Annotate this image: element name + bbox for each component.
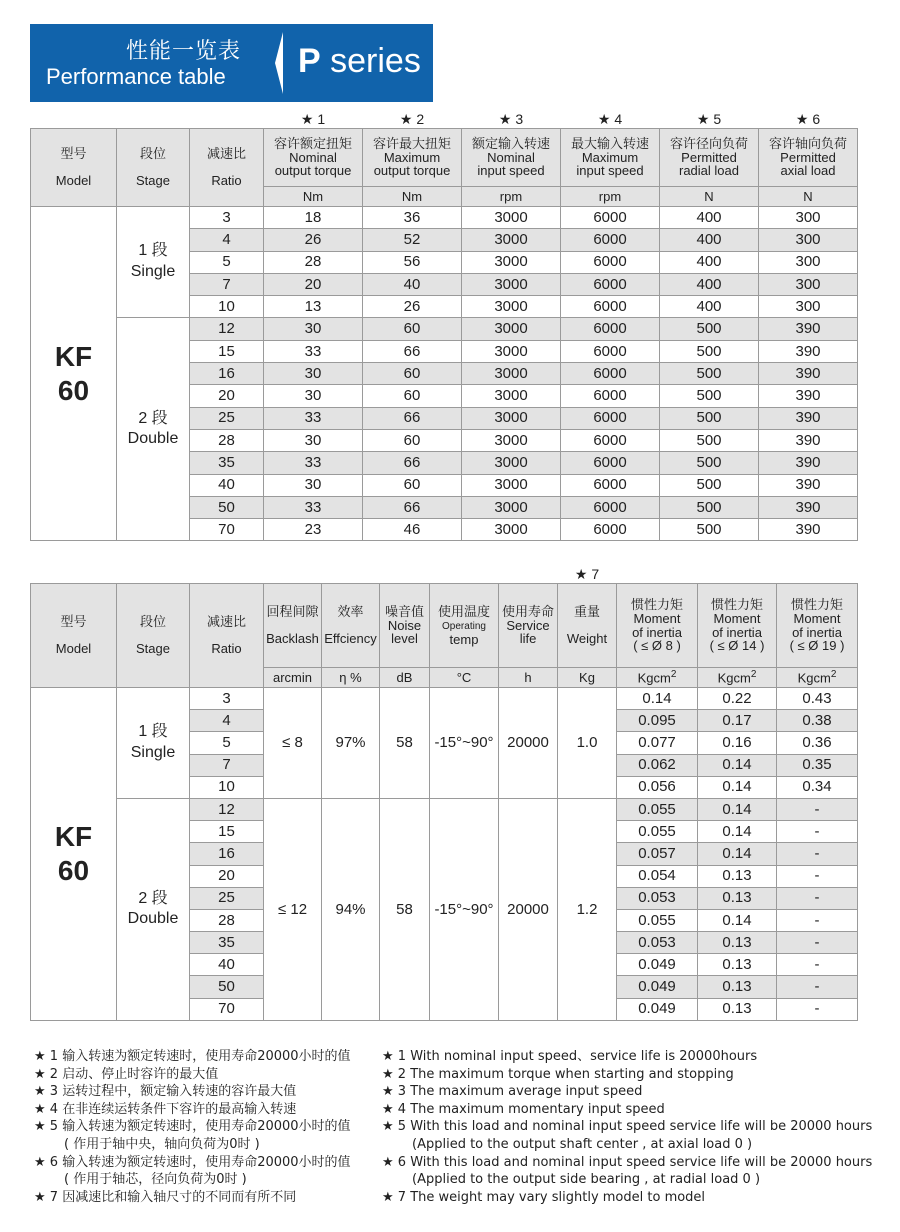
footnote-line: (Applied to the output shaft center , at axial load 0 ) [412, 1136, 753, 1152]
ratio-cell: 20 [190, 865, 264, 887]
value-cell: 23 [264, 519, 363, 541]
weight-cell: 1.2 [558, 798, 617, 1020]
inertia-cell: - [777, 798, 858, 820]
header-stage: 段位 Stage [117, 584, 190, 688]
value-cell: 28 [264, 251, 363, 273]
stage-cell [117, 207, 190, 318]
model-line1: KF [54, 821, 93, 853]
table-row [31, 798, 858, 820]
inertia-cell: 0.055 [617, 909, 698, 931]
star-note-ref: ★ 3 [462, 110, 561, 129]
inertia-cell: 0.14 [698, 754, 777, 776]
ratio-cell: 12 [190, 318, 264, 340]
inertia-cell: 0.077 [617, 732, 698, 754]
unit-cell: arcmin [264, 668, 322, 688]
inertia-cell: 0.13 [698, 865, 777, 887]
header-ratio: 减速比 Ratio [190, 129, 264, 207]
inertia-cell: 0.22 [698, 688, 777, 710]
life-cell: 20000 [499, 798, 558, 1020]
value-cell: 390 [759, 519, 858, 541]
footnote-line: ★ 4 在非连续运转条件下容许的最高输入转速 [34, 1101, 297, 1117]
star-row [31, 565, 858, 584]
unit-cell: Kgcm$^2$ [617, 668, 698, 688]
backlash-cell: ≤ 8 [264, 688, 322, 799]
value-cell: 13 [264, 296, 363, 318]
footnote-line: ★ 5 With this load and nominal input speed service life will be 20000 hours [382, 1119, 873, 1135]
footnote-line: ★ 7 因减速比和输入轴尺寸的不同而有所不同 [34, 1189, 297, 1205]
value-cell: 3000 [462, 452, 561, 474]
ratio-cell: 5 [190, 251, 264, 273]
bracket-divider-icon [275, 32, 283, 94]
footnote-line: (Applied to the output side bearing , at radial load 0 ) [412, 1172, 761, 1188]
inertia-cell: - [777, 843, 858, 865]
value-cell: 500 [660, 452, 759, 474]
unit-cell: dB [380, 668, 430, 688]
value-cell: 36 [363, 207, 462, 229]
stage-en: Single [130, 743, 176, 761]
value-cell: 6000 [561, 363, 660, 385]
footnote-line: ( 作用于轴中央，轴向负荷为0时 ) [64, 1136, 260, 1152]
value-cell: 6000 [561, 474, 660, 496]
value-cell: 20 [264, 273, 363, 295]
value-cell: 30 [264, 429, 363, 451]
value-cell: 500 [660, 474, 759, 496]
model-line1: KF [54, 341, 93, 373]
footnote-line: ★ 5 输入转速为额定转速时，使用寿命20000小时的值 [34, 1119, 351, 1135]
ratio-cell: 10 [190, 296, 264, 318]
eff-cell: 97% [322, 688, 380, 799]
value-cell: 390 [759, 474, 858, 496]
value-cell: 400 [660, 251, 759, 273]
ratio-cell: 25 [190, 407, 264, 429]
stage-zh: 2 段 [138, 409, 168, 427]
unit-cell: Nm [264, 187, 363, 207]
model-line2: 60 [57, 854, 90, 886]
header-stage: 段位 Stage [117, 129, 190, 207]
header-inertia-19: 惯性力矩 Moment of inertia ( ≤ Ø 19 ) [777, 584, 858, 668]
star-note-ref: ★ 4 [561, 110, 660, 129]
header-inertia-8: 惯性力矩 Moment of inertia ( ≤ Ø 8 ) [617, 584, 698, 668]
value-cell: 56 [363, 251, 462, 273]
value-cell: 46 [363, 519, 462, 541]
stage-zh: 1 段 [138, 723, 168, 741]
value-cell: 26 [363, 296, 462, 318]
header-max-torque: 容许最大扭矩 Maximum output torque [363, 129, 462, 187]
value-cell: 300 [759, 207, 858, 229]
unit-cell: °C [430, 668, 499, 688]
header-life: 使用寿命 Service life [499, 584, 558, 668]
value-cell: 3000 [462, 429, 561, 451]
noise-cell: 58 [380, 688, 430, 799]
stage-en: Single [130, 263, 176, 281]
ratio-cell: 7 [190, 273, 264, 295]
value-cell: 390 [759, 452, 858, 474]
ratio-cell: 50 [190, 976, 264, 998]
value-cell: 500 [660, 385, 759, 407]
ratio-cell: 25 [190, 887, 264, 909]
inertia-cell: 0.36 [777, 732, 858, 754]
unit-cell: rpm [561, 187, 660, 207]
value-cell: 3000 [462, 229, 561, 251]
inertia-cell: 0.14 [698, 909, 777, 931]
ratio-cell: 15 [190, 821, 264, 843]
footnote-line: ★ 2 The maximum torque when starting and stopping [382, 1066, 734, 1082]
header-max-speed: 最大输入转速 Maximum input speed [561, 129, 660, 187]
unit-cell: η % [322, 668, 380, 688]
ratio-cell: 28 [190, 909, 264, 931]
weight-cell: 1.0 [558, 688, 617, 799]
footnote-line: ★ 6 With this load and nominal input speed service life will be 20000 hours [382, 1154, 873, 1170]
footnote-line: ( 作用于轴芯，径向负荷为0时 ) [64, 1172, 247, 1188]
inertia-cell: 0.057 [617, 843, 698, 865]
ratio-cell: 40 [190, 474, 264, 496]
value-cell: 60 [363, 429, 462, 451]
stage-zh: 1 段 [138, 242, 168, 260]
inertia-cell: 0.049 [617, 976, 698, 998]
inertia-cell: 0.34 [777, 776, 858, 798]
value-cell: 3000 [462, 273, 561, 295]
value-cell: 6000 [561, 385, 660, 407]
footnote-line: ★ 1 With nominal input speed、service life is 20000hours [382, 1049, 758, 1064]
value-cell: 500 [660, 407, 759, 429]
value-cell: 40 [363, 273, 462, 295]
inertia-cell: 0.14 [617, 688, 698, 710]
performance-table-2 [30, 565, 858, 1021]
footnote-line: ★ 7 The weight may vary slightly model to model [382, 1189, 706, 1205]
stage-en: Double [127, 910, 179, 928]
unit-cell: Kgcm$^2$ [777, 668, 858, 688]
ratio-cell: 16 [190, 363, 264, 385]
value-cell: 3000 [462, 318, 561, 340]
value-cell: 390 [759, 407, 858, 429]
inertia-cell: 0.049 [617, 998, 698, 1020]
model-cell [31, 688, 117, 1021]
inertia-cell: 0.14 [698, 798, 777, 820]
unit-cell: N [660, 187, 759, 207]
inertia-cell: 0.14 [698, 821, 777, 843]
inertia-cell: - [777, 865, 858, 887]
value-cell: 6000 [561, 273, 660, 295]
footnote-line: ★ 6 输入转速为额定转速时，使用寿命20000小时的值 [34, 1154, 351, 1170]
header-ratio: 减速比 Ratio [190, 584, 264, 688]
inertia-cell: - [777, 887, 858, 909]
value-cell: 33 [264, 452, 363, 474]
value-cell: 500 [660, 429, 759, 451]
value-cell: 60 [363, 318, 462, 340]
inertia-cell: 0.053 [617, 887, 698, 909]
value-cell: 500 [660, 496, 759, 518]
series-word: series [330, 42, 421, 80]
inertia-cell: - [777, 932, 858, 954]
footnote-line: ★ 4 The maximum momentary input speed [382, 1101, 665, 1117]
value-cell: 3000 [462, 251, 561, 273]
value-cell: 500 [660, 363, 759, 385]
table-row [31, 207, 858, 229]
star-note-ref: ★ 5 [660, 110, 759, 129]
stage-en: Double [127, 430, 179, 448]
value-cell: 500 [660, 318, 759, 340]
value-cell: 6000 [561, 452, 660, 474]
temp-cell: -15°~90° [430, 798, 499, 1020]
inertia-cell: 0.17 [698, 710, 777, 732]
ratio-cell: 35 [190, 932, 264, 954]
value-cell: 3000 [462, 340, 561, 362]
inertia-cell: 0.14 [698, 776, 777, 798]
star-row [31, 110, 858, 129]
footnotes-en [382, 1048, 872, 1206]
inertia-cell: 0.056 [617, 776, 698, 798]
stage-zh: 2 段 [138, 889, 168, 907]
series-label [298, 42, 421, 81]
ratio-cell: 4 [190, 710, 264, 732]
header-radial-load: 容许径向负荷 Permitted radial load [660, 129, 759, 187]
temp-cell: -15°~90° [430, 688, 499, 799]
value-cell: 500 [660, 519, 759, 541]
value-cell: 3000 [462, 207, 561, 229]
header-weight: 重量 Weight [558, 584, 617, 668]
backlash-cell: ≤ 12 [264, 798, 322, 1020]
stage-cell [117, 688, 190, 799]
ratio-cell: 3 [190, 207, 264, 229]
ratio-cell: 40 [190, 954, 264, 976]
stage-cell [117, 318, 190, 541]
inertia-cell: 0.062 [617, 754, 698, 776]
value-cell: 3000 [462, 385, 561, 407]
ratio-cell: 28 [190, 429, 264, 451]
ratio-cell: 3 [190, 688, 264, 710]
value-cell: 30 [264, 318, 363, 340]
unit-cell: h [499, 668, 558, 688]
inertia-cell: - [777, 998, 858, 1020]
unit-cell: N [759, 187, 858, 207]
ratio-cell: 15 [190, 340, 264, 362]
value-cell: 500 [660, 340, 759, 362]
ratio-cell: 70 [190, 519, 264, 541]
inertia-cell: 0.049 [617, 954, 698, 976]
noise-cell: 58 [380, 798, 430, 1020]
value-cell: 33 [264, 340, 363, 362]
value-cell: 6000 [561, 496, 660, 518]
ratio-cell: 20 [190, 385, 264, 407]
footnote-line: ★ 1 输入转速为额定转速时，使用寿命20000小时的值 [34, 1049, 351, 1064]
value-cell: 6000 [561, 340, 660, 362]
header-axial-load: 容许轴向负荷 Permitted axial load [759, 129, 858, 187]
value-cell: 6000 [561, 207, 660, 229]
footnote-line: ★ 3 运转过程中，额定输入转速的容许最大值 [34, 1084, 297, 1100]
value-cell: 6000 [561, 318, 660, 340]
header-row [31, 584, 858, 668]
value-cell: 300 [759, 229, 858, 251]
header-noise: 噪音值 Noise level [380, 584, 430, 668]
inertia-cell: 0.43 [777, 688, 858, 710]
value-cell: 390 [759, 318, 858, 340]
unit-cell: rpm [462, 187, 561, 207]
footnotes-zh [34, 1048, 351, 1206]
value-cell: 33 [264, 407, 363, 429]
ratio-cell: 4 [190, 229, 264, 251]
unit-cell: Nm [363, 187, 462, 207]
value-cell: 6000 [561, 519, 660, 541]
footnote-line: ★ 2 启动、停止时容许的最大值 [34, 1066, 219, 1082]
value-cell: 3000 [462, 519, 561, 541]
value-cell: 60 [363, 363, 462, 385]
ratio-cell: 70 [190, 998, 264, 1020]
life-cell: 20000 [499, 688, 558, 799]
value-cell: 66 [363, 452, 462, 474]
inertia-cell: 0.054 [617, 865, 698, 887]
header-inertia-14: 惯性力矩 Moment of inertia ( ≤ Ø 14 ) [698, 584, 777, 668]
inertia-cell: 0.055 [617, 798, 698, 820]
inertia-cell: 0.13 [698, 887, 777, 909]
value-cell: 66 [363, 340, 462, 362]
value-cell: 400 [660, 229, 759, 251]
value-cell: 300 [759, 296, 858, 318]
header-nominal-torque: 容许额定扭矩 Nominal output torque [264, 129, 363, 187]
header-model: 型号 Model [31, 129, 117, 207]
ratio-cell: 7 [190, 754, 264, 776]
star-note-ref: ★ 1 [264, 110, 363, 129]
header-temp: 使用温度 Operating temp [430, 584, 499, 668]
star-note-ref: ★ 2 [363, 110, 462, 129]
value-cell: 3000 [462, 296, 561, 318]
title-banner [30, 24, 433, 102]
value-cell: 300 [759, 273, 858, 295]
value-cell: 390 [759, 496, 858, 518]
value-cell: 6000 [561, 429, 660, 451]
inertia-cell: 0.16 [698, 732, 777, 754]
value-cell: 390 [759, 385, 858, 407]
inertia-cell: 0.13 [698, 932, 777, 954]
inertia-cell: 0.053 [617, 932, 698, 954]
value-cell: 3000 [462, 363, 561, 385]
value-cell: 390 [759, 340, 858, 362]
inertia-cell: 0.13 [698, 954, 777, 976]
value-cell: 3000 [462, 496, 561, 518]
inertia-cell: 0.14 [698, 843, 777, 865]
value-cell: 30 [264, 363, 363, 385]
model-line2: 60 [57, 374, 90, 406]
unit-cell: Kgcm$^2$ [698, 668, 777, 688]
ratio-cell: 5 [190, 732, 264, 754]
value-cell: 3000 [462, 407, 561, 429]
star-note-ref: ★ 7 [558, 565, 617, 584]
unit-cell: Kg [558, 668, 617, 688]
inertia-cell: - [777, 909, 858, 931]
ratio-cell: 12 [190, 798, 264, 820]
banner-title-en: Performance table [46, 64, 226, 89]
inertia-cell: - [777, 821, 858, 843]
ratio-cell: 16 [190, 843, 264, 865]
banner-title-zh: 性能一览表 [126, 39, 242, 64]
value-cell: 3000 [462, 474, 561, 496]
model-cell [31, 207, 117, 541]
value-cell: 30 [264, 385, 363, 407]
inertia-cell: 0.13 [698, 998, 777, 1020]
value-cell: 300 [759, 251, 858, 273]
value-cell: 400 [660, 273, 759, 295]
header-model: 型号 Model [31, 584, 117, 688]
inertia-cell: 0.13 [698, 976, 777, 998]
value-cell: 400 [660, 296, 759, 318]
value-cell: 60 [363, 385, 462, 407]
eff-cell: 94% [322, 798, 380, 1020]
value-cell: 6000 [561, 229, 660, 251]
footnote-line: ★ 3 The maximum average input speed [382, 1084, 643, 1100]
table-row [31, 688, 858, 710]
value-cell: 18 [264, 207, 363, 229]
inertia-cell: 0.095 [617, 710, 698, 732]
header-row [31, 129, 858, 187]
star-note-ref: ★ 6 [759, 110, 858, 129]
value-cell: 390 [759, 429, 858, 451]
value-cell: 30 [264, 474, 363, 496]
value-cell: 33 [264, 496, 363, 518]
value-cell: 390 [759, 363, 858, 385]
value-cell: 6000 [561, 296, 660, 318]
series-letter: P [298, 42, 321, 80]
value-cell: 26 [264, 229, 363, 251]
header-efficiency: 效率 Effciency [322, 584, 380, 668]
ratio-cell: 50 [190, 496, 264, 518]
value-cell: 400 [660, 207, 759, 229]
table-row [31, 318, 858, 340]
inertia-cell: 0.38 [777, 710, 858, 732]
stage-cell [117, 798, 190, 1020]
inertia-cell: 0.055 [617, 821, 698, 843]
value-cell: 66 [363, 496, 462, 518]
ratio-cell: 35 [190, 452, 264, 474]
inertia-cell: 0.35 [777, 754, 858, 776]
performance-table-1 [30, 110, 858, 541]
value-cell: 60 [363, 474, 462, 496]
inertia-cell: - [777, 976, 858, 998]
ratio-cell: 10 [190, 776, 264, 798]
header-backlash: 回程间隙 Backlash [264, 584, 322, 668]
value-cell: 6000 [561, 407, 660, 429]
header-nominal-speed: 额定输入转速 Nominal input speed [462, 129, 561, 187]
inertia-cell: - [777, 954, 858, 976]
value-cell: 6000 [561, 251, 660, 273]
value-cell: 52 [363, 229, 462, 251]
value-cell: 66 [363, 407, 462, 429]
